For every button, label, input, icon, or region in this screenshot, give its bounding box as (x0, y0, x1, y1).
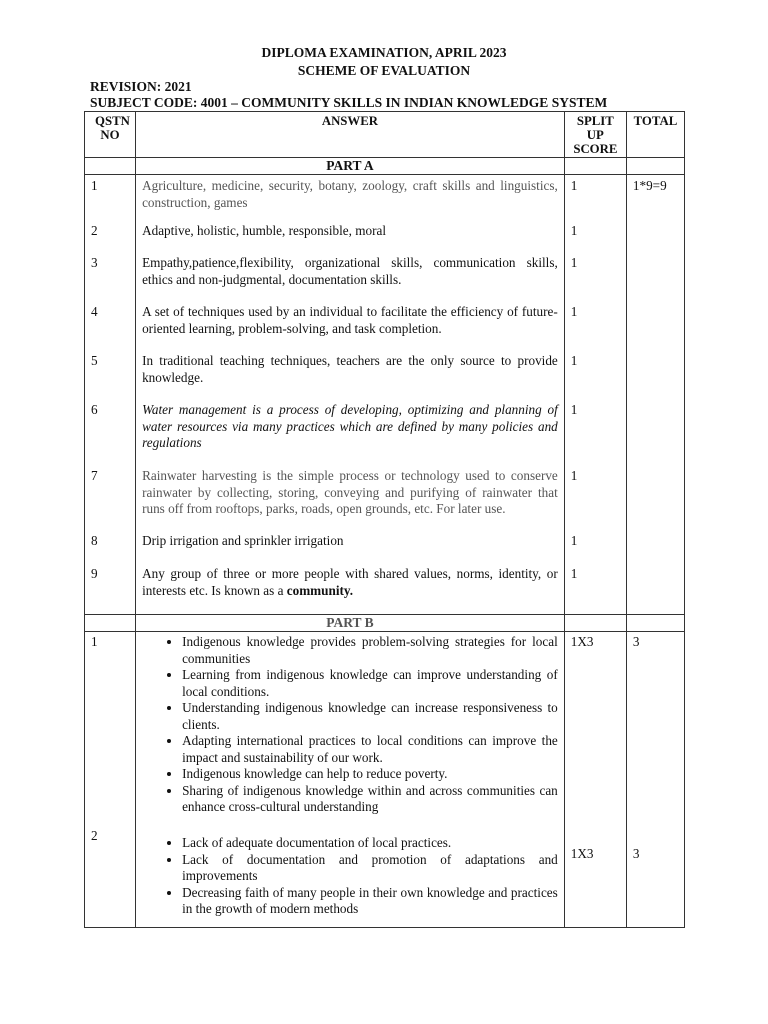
revision-label: REVISION: 2021 (90, 79, 192, 94)
part-a-numbers: 1 2 3 4 5 6 7 8 9 (85, 175, 136, 615)
part-b-scores: 1X3 1X3 (564, 632, 626, 928)
list-item: • Understanding indigenous knowledge can increase responsiveness to clients. (182, 700, 564, 733)
answer-a9: Any group of three or more people with shared values, norms, identity, or interests etc. Is known as a community. (142, 566, 558, 598)
col-qstn-no: QSTN NO (85, 112, 136, 158)
exam-title: DIPLOMA EXAMINATION, APRIL 2023 (261, 45, 507, 60)
answer-a4: A set of techniques used by an individual to facilitate the efficiency of future-oriented learning, problem-solving, and task completion. (142, 304, 558, 336)
answer-a6: Water management is a process of developing, optimizing and planning of water resources via many practices which are defined by many policies and regulations (142, 402, 558, 450)
evaluation-table (84, 111, 685, 928)
answer-b1-list (136, 634, 564, 816)
list-item: • Indigenous knowledge provides problem-solving strategies for local communities (182, 634, 564, 667)
list-item: • Lack of documentation and promotion of adaptations and improvements (182, 852, 564, 885)
part-a-title: PART A (136, 158, 565, 175)
list-item: • Sharing of indigenous knowledge within and across communities can enhance cross-cultural understanding (182, 783, 564, 816)
list-item: • Learning from indigenous knowledge can improve understanding of local conditions. (182, 667, 564, 700)
part-a-body (85, 175, 685, 615)
scheme-title: SCHEME OF EVALUATION (297, 63, 471, 78)
part-a-row (85, 158, 685, 175)
subject-code-label: SUBJECT CODE: 4001 – COMMUNITY SKILLS IN INDIAN KNOWLEDGE SYSTEM (90, 95, 608, 110)
col-split-up-score: SPLIT UP SCORE (564, 112, 626, 158)
answer-a3: Empathy,patience,flexibility, organizational skills, communication skills, ethics and non-judgmental, documentation skills. (142, 255, 558, 287)
answer-a5: In traditional teaching techniques, teachers are the only source to provide knowledge. (142, 353, 558, 385)
part-a-scores: 1 1 1 1 1 1 1 1 1 (564, 175, 626, 615)
part-b-body (85, 632, 685, 928)
answer-a2: Adaptive, holistic, humble, responsible, moral (142, 223, 387, 238)
part-b-row (85, 615, 685, 632)
col-answer: ANSWER (136, 112, 565, 158)
col-total: TOTAL (626, 112, 684, 158)
part-a-answers (136, 175, 565, 615)
answer-a8: Drip irrigation and sprinkler irrigation (142, 533, 344, 548)
part-b-answers (136, 632, 565, 928)
answer-a1: Agriculture, medicine, security, botany, zoology, craft skills and linguistics, construction, games (142, 178, 558, 210)
answer-b2-list (136, 835, 564, 918)
part-b-numbers: 1 2 (85, 632, 136, 928)
list-item: • Lack of adequate documentation of local practices. (182, 835, 564, 852)
list-item: • Decreasing faith of many people in their own knowledge and practices in the growth of modern methods (182, 885, 564, 918)
list-item: • Indigenous knowledge can help to reduce poverty. (182, 766, 564, 783)
table-header-row (85, 112, 685, 158)
part-b-totals: 3 3 (626, 632, 684, 928)
answer-a7: Rainwater harvesting is the simple process or technology used to conserve rainwater by collecting, storing, conveying and purifying of rainwater that runs off from rooftops, parks, roads, open grounds, etc. For later use. (142, 468, 558, 516)
list-item: • Adapting international practices to local conditions can improve the impact and sustainability of our work. (182, 733, 564, 766)
part-a-total: 1*9=9 (626, 175, 684, 615)
part-b-title: PART B (136, 615, 565, 632)
